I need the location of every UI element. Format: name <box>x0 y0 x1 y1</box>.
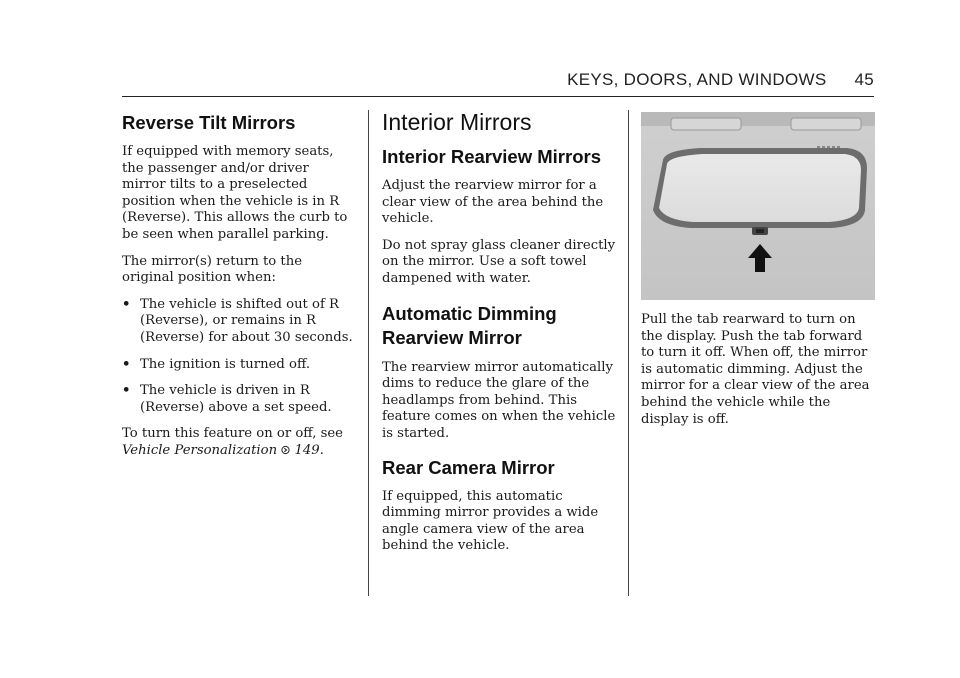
column-divider-2 <box>628 110 629 596</box>
heading-reverse-tilt-mirrors: Reverse Tilt Mirrors <box>122 112 296 133</box>
paragraph: Do not spray glass cleaner directly on the mirror. Use a soft towel dampened with water. <box>382 237 616 286</box>
heading-rear-camera-mirror: Rear Camera Mirror <box>382 456 555 478</box>
list-item <box>122 357 354 374</box>
list-item-text: The vehicle is shifted out of R (Reverse), or remains in R (Reverse) for about 30 seconds. <box>140 296 353 345</box>
xref-intro: To turn this feature on or off, see <box>122 426 343 442</box>
list-item-text: The ignition is turned off. <box>140 356 311 372</box>
page-ref-icon <box>281 445 290 455</box>
page-number: 45 <box>854 70 874 89</box>
column-divider-1 <box>368 110 369 596</box>
bullet-glyph: • <box>122 356 131 372</box>
header-rule <box>122 96 874 97</box>
page-header <box>0 70 874 90</box>
paragraph: If equipped, this automatic dimming mirror provides a wide angle camera view of the area behind the vehicle. <box>382 488 599 554</box>
column-interior-mirrors <box>382 108 618 565</box>
heading-interior-rearview-mirrors: Interior Rearview Mirrors <box>382 146 601 167</box>
column-reverse-tilt <box>122 112 354 470</box>
bullet-glyph: • <box>122 296 131 312</box>
paragraph: The rearview mirror automatically dims to reduce the glare of the headlamps from behind. This feature comes on when the vehicle is started. <box>382 359 616 441</box>
paragraph: Pull the tab rearward to turn on the display. Push the tab forward to turn it off. When off, the mirror is automatic dimming. Adjust the mirror for a clear view of the area behind the vehicle while the display is off. <box>641 312 870 427</box>
list-item-text: The vehicle is driven in R (Reverse) above a set speed. <box>140 383 332 415</box>
paragraph: If equipped with memory seats, the passenger and/or driver mirror tilts to a preselected position when the vehicle is in R (Reverse). This allows the curb to be seen when parallel parking. <box>122 144 348 242</box>
list-item <box>122 383 354 416</box>
paragraph: Adjust the rearview mirror for a clear view of the area behind the vehicle. <box>382 178 604 227</box>
xref-title[interactable]: Vehicle Personalization <box>122 442 278 458</box>
xref-link[interactable] <box>122 443 320 458</box>
xref-page-number[interactable]: 149 <box>294 442 320 458</box>
xref-end: . <box>319 442 324 458</box>
mirror-illustration <box>641 112 875 300</box>
heading-automatic-dimming: Automatic Dimming Rearview Mirror <box>382 302 557 348</box>
bullet-glyph: • <box>122 383 131 399</box>
paragraph: The mirror(s) return to the original position when: <box>122 253 303 286</box>
column-rear-camera-text <box>641 312 877 438</box>
section-title: KEYS, DOORS, AND WINDOWS <box>567 70 827 89</box>
list-item <box>122 297 354 347</box>
heading-interior-mirrors: Interior Mirrors <box>382 109 532 135</box>
paragraph-xref <box>122 426 354 459</box>
